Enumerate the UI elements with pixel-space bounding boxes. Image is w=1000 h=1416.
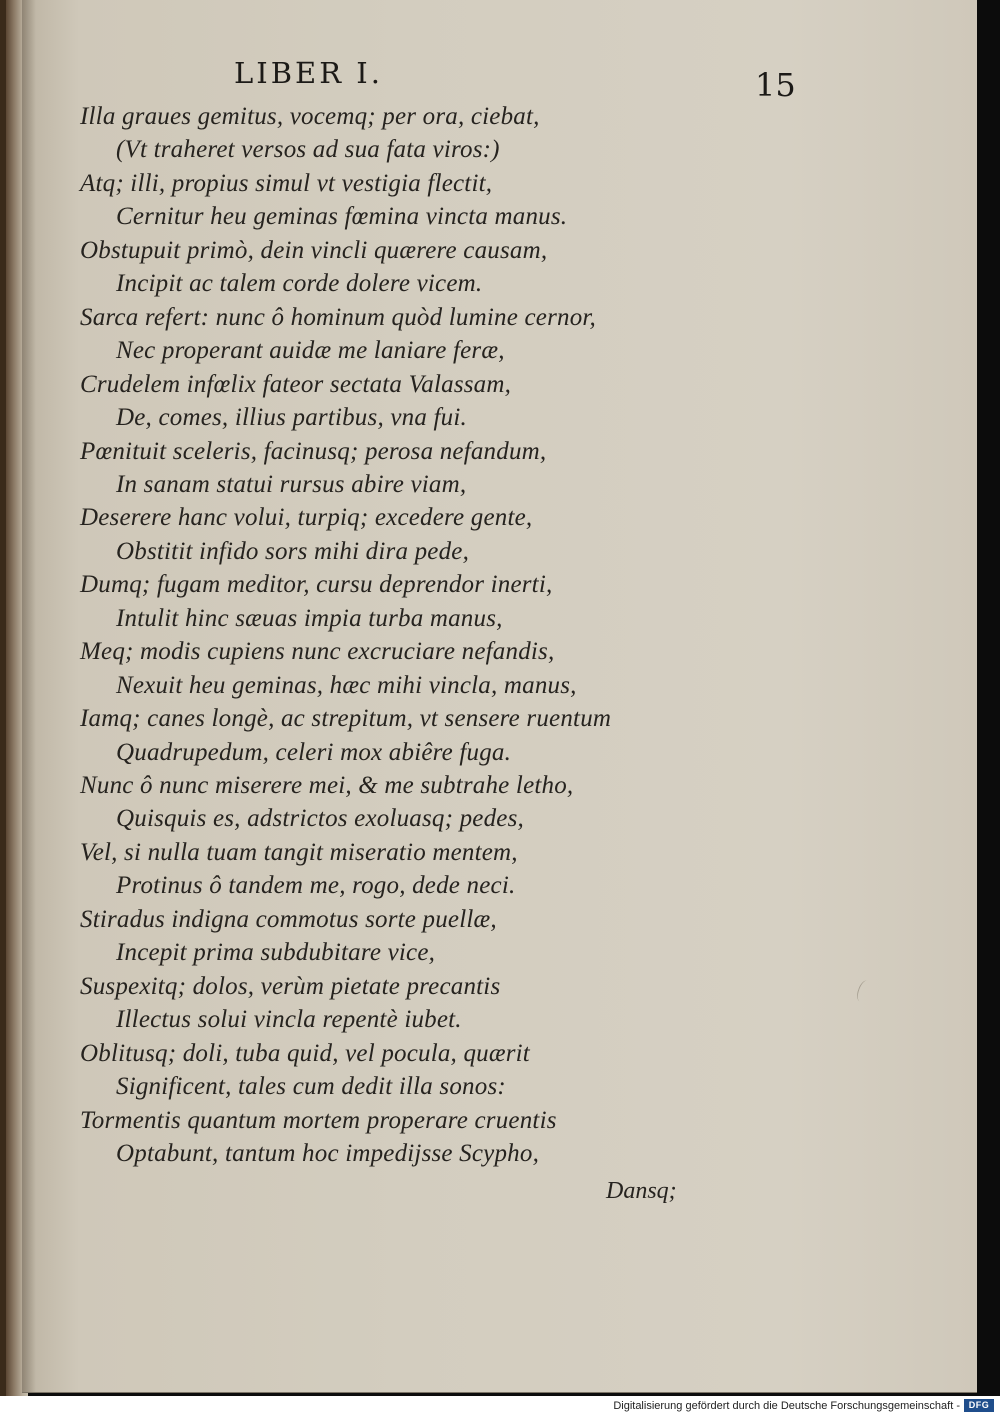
verse-line-pentameter: De, comes, illius partibus, vna fui.: [116, 404, 467, 432]
verse-line-pentameter: Optabunt, tantum hoc impedijsse Scypho,: [116, 1139, 540, 1167]
verse-line-hexameter: Vel, si nulla tuam tangit miseratio mentem,: [80, 838, 518, 866]
verse-line-pentameter: Intulit hinc sæuas impia turba manus,: [116, 604, 503, 632]
verse-line-hexameter: Meq; modis cupiens nunc excruciare nefandis,: [80, 638, 555, 666]
verse-line-hexameter: Tormentis quantum mortem properare cruentis: [80, 1106, 557, 1134]
verse-line-hexameter: Illa graues gemitus, vocemq; per ora, ciebat,: [80, 103, 540, 130]
verse-line-hexameter: Dumq; fugam meditor, cursu deprendor inerti,: [80, 571, 553, 599]
verse-line-hexameter: Deserere hanc volui, turpiq; excedere gente,: [80, 504, 533, 532]
verse-line-pentameter: Incepit prima subdubitare vice,: [116, 939, 436, 967]
page-fold-shadow: [22, 0, 36, 1392]
verse-line-hexameter: Sarca refert: nunc ô hominum quòd lumine cernor,: [80, 303, 597, 331]
verse-line-hexameter: Pœnituit sceleris, facinusq; perosa nefandum,: [80, 437, 547, 465]
verse-line-hexameter: Suspexitq; dolos, verùm pietate precantis: [80, 972, 501, 1000]
verse-line-pentameter: (Vt traheret versos ad sua fata viros:): [116, 136, 500, 164]
verse-line-hexameter: Crudelem infœlix fateor sectata Valassam,: [80, 370, 512, 398]
verse-line-pentameter: Obstitit infido sors mihi dira pede,: [116, 537, 470, 565]
funding-credit: Digitalisierung gefördert durch die Deutsche Forschungsgemeinschaft -: [613, 1400, 960, 1412]
verse-line-hexameter: Oblitusq; doli, tuba quid, vel pocula, quærit: [80, 1039, 530, 1067]
verse-line-pentameter: Cernitur heu geminas fœmina vincta manus.: [116, 203, 568, 231]
verse-line-pentameter: Nec properant auidæ me laniare feræ,: [116, 337, 505, 365]
verse-line-pentameter: Quisquis es, adstrictos exoluasq; pedes,: [116, 805, 524, 833]
verse-line-hexameter: Iamq; canes longè, ac strepitum, vt sensere ruentum: [80, 705, 612, 733]
verse-line-pentameter: Incipit ac talem corde dolere vicem.: [116, 270, 483, 298]
catchword: Dansq;: [606, 1178, 677, 1204]
verse-line-pentameter: Significent, tales cum dedit illa sonos:: [116, 1073, 506, 1101]
verse-line-pentameter: Illectus solui vincla repentè iubet.: [116, 1006, 462, 1034]
running-head: LIBER I.: [234, 56, 383, 90]
verse-line-hexameter: Stiradus indigna commotus sorte puellæ,: [80, 905, 497, 933]
dfg-logo: DFG: [964, 1399, 994, 1412]
verse-line-pentameter: Quadrupedum, celeri mox abiêre fuga.: [116, 738, 512, 766]
verse-line-pentameter: Nexuit heu geminas, hæc mihi vincla, manus,: [116, 671, 577, 699]
verse-line-hexameter: Atq; illi, propius simul vt vestigia flectit,: [80, 169, 493, 197]
verse-line-pentameter: Protinus ô tandem me, rogo, dede neci.: [116, 872, 516, 900]
verse-line-hexameter: Obstupuit primò, dein vincli quærere causam,: [80, 236, 548, 264]
verse-line-hexameter: Nunc ô nunc miserere mei, & me subtrahe letho,: [80, 772, 574, 799]
verse-line-pentameter: In sanam statui rursus abire viam,: [116, 470, 467, 498]
page-number: 15: [755, 66, 796, 104]
